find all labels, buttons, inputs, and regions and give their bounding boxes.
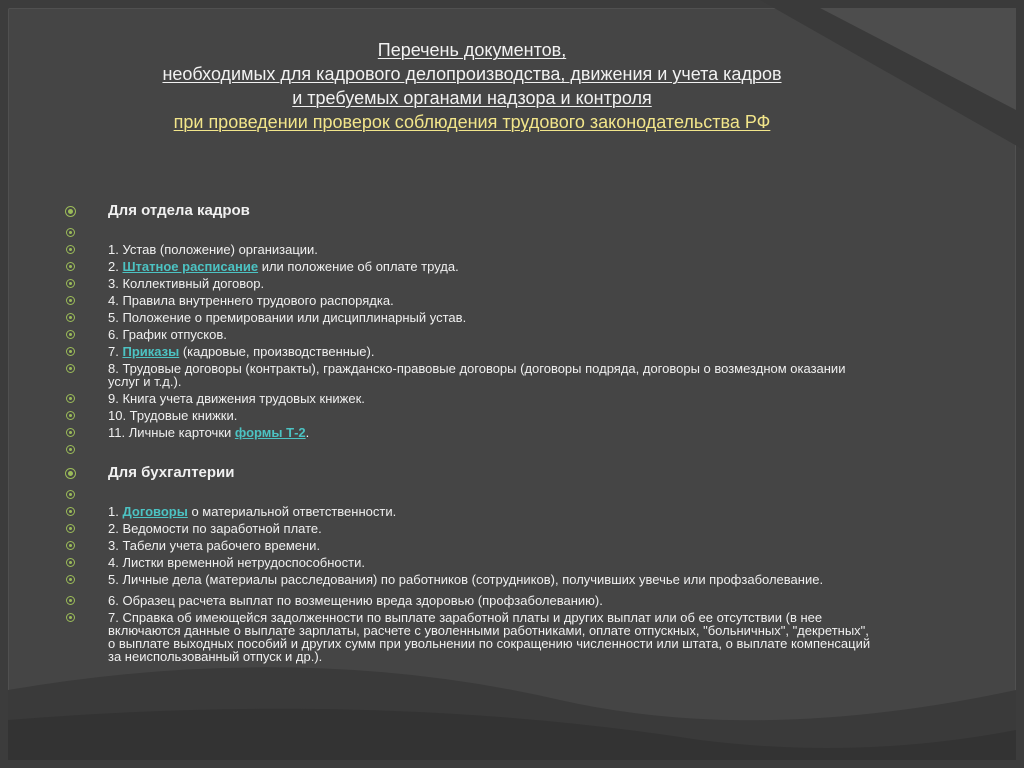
list-item-text: 1. Устав (положение) организации. (108, 242, 318, 257)
bullet-icon (66, 507, 75, 516)
empty-list-item (62, 488, 872, 505)
title-line-3: и требуемых органами надзора и контроля (292, 88, 652, 108)
bullet-icon (65, 206, 76, 217)
list-item-suffix: или положение об оплате труда. (258, 259, 459, 274)
list-item-suffix: (кадровые, производственные). (179, 344, 375, 359)
bullet-icon (66, 411, 75, 420)
list-item (62, 243, 872, 260)
bullet-icon (66, 445, 75, 454)
list-item-text: 5. Личные дела (материалы расследования) по работников (сотрудников), получивших увечье или профзаболевание. (108, 572, 824, 587)
empty-list-item (62, 443, 872, 460)
list-item-text: 9. Книга учета движения трудовых книжек. (108, 391, 365, 406)
list-item (62, 277, 872, 294)
list-item (62, 260, 872, 277)
list-item (62, 556, 872, 573)
list-item-text: 8. Трудовые договоры (контракты), гражданско-правовые договоры (договоры подряда, договоры о возмездном оказании услуг и т.д.). (108, 361, 846, 389)
list-item-text: 7. Справка об имеющейся задолженности по выплате заработной платы и других выплат или об ее отсутствии (в нее включаются данные о выплате зарплаты, расчете с уволенными работниками, оплате отпускных, "больничных", "декретных", о выплате выходных пособий и других сумм при увольнении по сокращению численности или штата, о выплате компенсаций за неиспользованный отпуск и др.). (108, 610, 871, 664)
bullet-icon (66, 490, 75, 499)
list-item-text: 6. Образец расчета выплат по возмещению вреда здоровью (профзаболеванию). (108, 593, 603, 608)
hr-section-heading (62, 198, 872, 226)
contracts-link[interactable]: Договоры (122, 504, 188, 519)
form-t2-link[interactable]: формы Т-2 (234, 425, 306, 440)
list-item (62, 362, 872, 392)
empty-list-item (62, 226, 872, 243)
list-item-prefix: 11. Личные карточки (108, 425, 235, 440)
document-list (62, 198, 872, 667)
list-item-text: 10. Трудовые книжки. (108, 408, 238, 423)
bullet-icon (66, 347, 75, 356)
bullet-icon (66, 364, 75, 373)
list-item (62, 392, 872, 409)
list-item-prefix: 2. (108, 259, 123, 274)
list-item (62, 522, 872, 539)
list-item-text: 6. График отпусков. (108, 327, 227, 342)
accounting-heading-text: Для бухгалтерии (108, 464, 235, 481)
bullet-icon (66, 558, 75, 567)
list-item (62, 426, 872, 443)
list-item (62, 345, 872, 362)
bullet-icon (66, 575, 75, 584)
title-line-1: Перечень документов, (377, 40, 567, 60)
bullet-icon (66, 245, 75, 254)
title-line-2: необходимых для кадрового делопроизводства, движения и учета кадров (162, 64, 782, 84)
list-item-prefix: 1. (108, 504, 123, 519)
staffing-schedule-link[interactable]: Штатное расписание (122, 259, 259, 274)
bullet-icon (66, 596, 75, 605)
bullet-icon (66, 313, 75, 322)
list-item (62, 311, 872, 328)
slide-title (60, 38, 884, 134)
bullet-icon (66, 394, 75, 403)
bullet-icon (66, 613, 75, 622)
hr-heading-text: Для отдела кадров (108, 202, 250, 219)
bullet-icon (65, 468, 76, 479)
list-item-suffix: о материальной ответственности. (187, 504, 397, 519)
list-item (62, 611, 872, 667)
list-item-text: 5. Положение о премировании или дисциплинарный устав. (108, 310, 467, 325)
accounting-section-heading (62, 460, 872, 488)
bullet-icon (66, 279, 75, 288)
orders-link[interactable]: Приказы (122, 344, 180, 359)
list-item-text: 4. Правила внутреннего трудового распорядка. (108, 293, 394, 308)
bullet-icon (66, 228, 75, 237)
list-item (62, 573, 872, 594)
list-item-text: 2. Ведомости по заработной плате. (108, 521, 322, 536)
bullet-icon (66, 428, 75, 437)
list-item (62, 294, 872, 311)
bullet-icon (66, 296, 75, 305)
title-line-4: при проведении проверок соблюдения трудового законодательства РФ (173, 112, 771, 132)
list-item (62, 409, 872, 426)
list-item-suffix: . (305, 425, 310, 440)
bullet-icon (66, 524, 75, 533)
list-item (62, 505, 872, 522)
list-item (62, 594, 872, 611)
list-item-text: 4. Листки временной нетрудоспособности. (108, 555, 365, 570)
bullet-icon (66, 330, 75, 339)
list-item-text: 3. Коллективный договор. (108, 276, 265, 291)
list-item-text: 3. Табели учета рабочего времени. (108, 538, 321, 553)
bullet-icon (66, 262, 75, 271)
bullet-icon (66, 541, 75, 550)
list-item (62, 328, 872, 345)
list-item-prefix: 7. (108, 344, 123, 359)
list-item (62, 539, 872, 556)
